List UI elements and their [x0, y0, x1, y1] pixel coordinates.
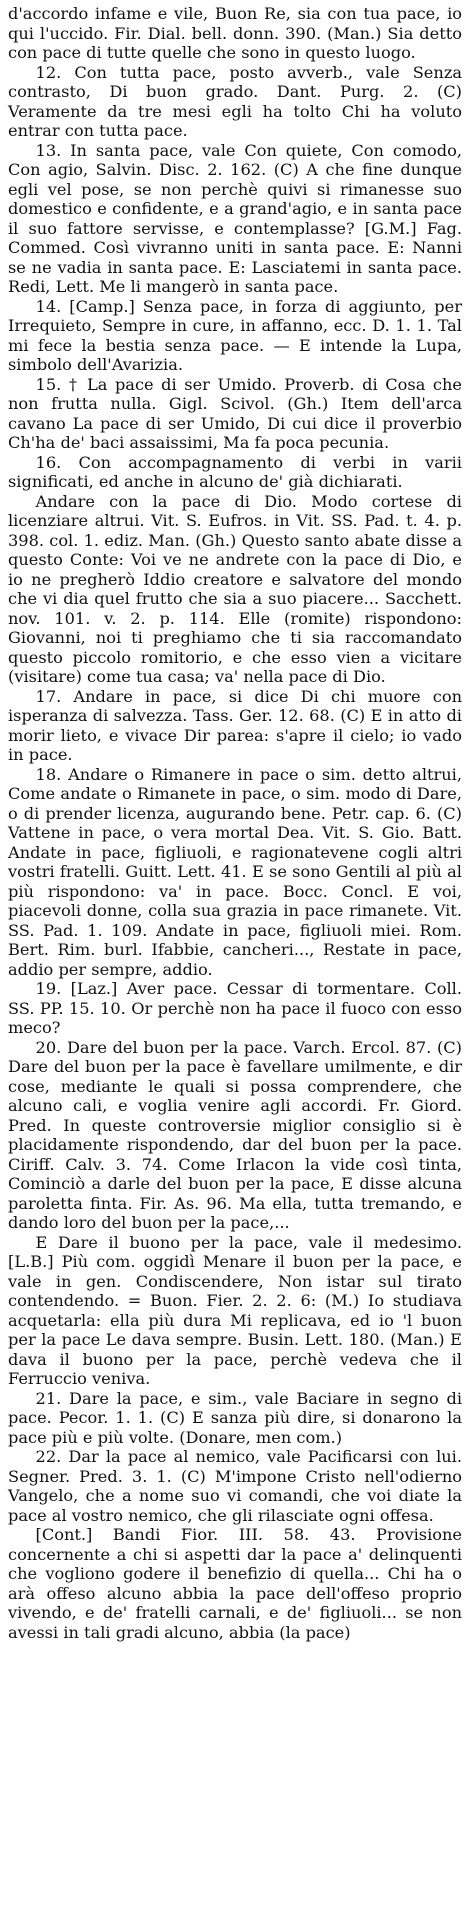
- entry-16-accompagnamento-verbi: 16. Con accompagnamento di verbi in varii significati, ed anche in alcuno de' già dichiarati.: [8, 452, 462, 491]
- entry-14-senza-pace: 14. [Camp.] Senza pace, in forza di aggiunto, per Irrequieto, Sempre in cure, in affanno, ecc. D. 1. 1. Tal mi fece la bestia senza pace. — E intende la Lupa, simbolo dell'Avarizia.: [8, 296, 462, 374]
- entry-13-in-santa-pace: 13. In santa pace, vale Con quiete, Con comodo, Con agio, Salvin. Disc. 2. 162. (C) A che fine dunque egli vel pose, se non perchè quivi si rimanesse suo domestico e confidente, e a grand'agio, e in santa pace il suo fattore servisse, e contemplasse? [G.M.] Fag. Commed. Così vivranno uniti in santa pace. E: Nanni se ne vadia in santa pace. E: Lasciatemi in santa pace. Redi, Lett. Me li mangerò in santa pace.: [8, 140, 462, 296]
- entry-18-rimanere-in-pace: 18. Andare o Rimanere in pace o sim. detto altrui, Come andate o Rimanete in pace, o sim. modo di Dare, o di prender licenza, augurando bene. Petr. cap. 6. (C) Vattene in pace, o vera mortal Dea. Vit. S. Gio. Batt. Andate in pace, figliuoli, e ragionatevene cogli altri vostri fratelli. Guitt. Lett. 41. E se sono Gentili al più al più rispondono: va' in pace. Bocc. Concl. E voi, piacevoli donne, colla sua grazia in pace rimanete. Vit. SS. Pad. 1. 109. Andate in pace, figliuoli miei. Rom. Bert. Rim. burl. Ifabbie, cancheri..., Restate in pace, addio per sempre, addio.: [8, 764, 462, 979]
- entry-17-andare-in-pace: 17. Andare in pace, si dice Di chi muore con isperanza di salvezza. Tass. Ger. 12. 68. (C) E in atto di morir lieto, e vivace Dir parea: s'apre il cielo; io vado in pace.: [8, 686, 462, 764]
- entry-continuation: d'accordo infame e vile, Buon Re, sia con tua pace, io qui l'uccido. Fir. Dial. bell. donn. 390. (Man.) Sia detto con pace di tutte quelle che sono in questo luogo.: [8, 4, 462, 62]
- entry-12-con-tutta-pace: 12. Con tutta pace, posto avverb., vale Senza contrasto, Di buon grado. Dant. Purg. 2. (C) Veramente da tre mesi egli ha tolto Chi ha voluto entrar con tutta pace.: [8, 62, 462, 140]
- subentry-andare-con-la-pace-di-dio: Andare con la pace di Dio. Modo cortese di licenziare altrui. Vit. S. Eufros. in Vit. SS. Pad. t. 4. p. 398. col. 1. ediz. Man. (Gh.) Questo santo abate disse a questo Conte: Voi ve ne andrete con la pace di Dio, e io ne pregherò Iddio creatore e salvatore del mondo che vi dia quel frutto che sia a suo piacere... Sacchett. nov. 101. v. 2. p. 114. Elle (romite) rispondono: Giovanni, noi ti preghiamo che ti sia raccomandato questo piccolo romitorio, e che esso vien a vicitare (visitare) come tua casa; va' nella pace di Dio.: [8, 491, 462, 686]
- entry-21-dare-la-pace: 21. Dare la pace, e sim., vale Baciare in segno di pace. Pecor. 1. 1. (C) E sanza più dire, si donarono la pace più e più volte. (Donare, men com.): [8, 1388, 462, 1447]
- entry-20-dare-del-buon-per-la-pace: 20. Dare del buon per la pace. Varch. Ercol. 87. (C) Dare del buon per la pace è favellare umilmente, e dir cose, mediante le quali si possa comprendere, che alcuno cali, e voglia venire agli accordi. Fr. Giord. Pred. In queste controversie miglior consiglio si è placidamente rispondendo, dar del buon per la pace. Ciriff. Calv. 3. 74. Come Irlacon la vide così tinta, Cominciò a darle del buon per la pace, E disse alcuna paroletta finta. Fir. As. 96. Ma ella, tutta tremando, e dando loro del buon per la pace,...: [8, 1037, 462, 1232]
- entry-19-aver-pace: 19. [Laz.] Aver pace. Cessar di tormentare. Coll. SS. PP. 15. 10. Or perchè non ha pace il fuoco con esso meco?: [8, 979, 462, 1037]
- entry-cont-bandi-fior: [Cont.] Bandi Fior. III. 58. 43. Provisione concernente a chi si aspetti dar la pace a' delinquenti che vogliono godere il benefizio di quella... Chi ha o arà offeso alcuno abbia la pace dell'offeso proprio vivendo, e de' fratelli carnali, e de' figliuoli... se non avessi in tali gradi alcuno, abbia (la pace): [8, 1525, 462, 1642]
- subentry-dare-il-buono-per-la-pace: E Dare il buono per la pace, vale il medesimo. [L.B.] Più com. oggidì Menare il buon per la pace, e vale in gen. Condiscendere, Non istar sul tirato contendendo. = Buon. Fier. 2. 2. 6: (M.) Io studiava acquetarla: ella più dura Mi replicava, ed io 'l buon per la pace Le dava sempre. Busin. Lett. 180. (Man.) E dava il buono per la pace, perchè vedeva che il Ferruccio veniva.: [8, 1232, 462, 1388]
- entry-15-pace-di-ser-umido: 15. † La pace di ser Umido. Proverb. di Cosa che non frutta nulla. Gigl. Scivol. (Gh.) Item dell'arca cavano La pace di ser Umido, Di cui dice il proverbio Ch'ha de' baci assaissimi, Ma fa poca pecunia.: [8, 374, 462, 452]
- entry-22-dar-la-pace-al-nemico: 22. Dar la pace al nemico, vale Pacificarsi con lui. Segner. Pred. 3. 1. (C) M'impone Cristo nell'odierno Vangelo, che a nome suo vi comandi, che voi diate la pace al vostro nemico, che gli rilasciate ogni offesa.: [8, 1447, 462, 1525]
